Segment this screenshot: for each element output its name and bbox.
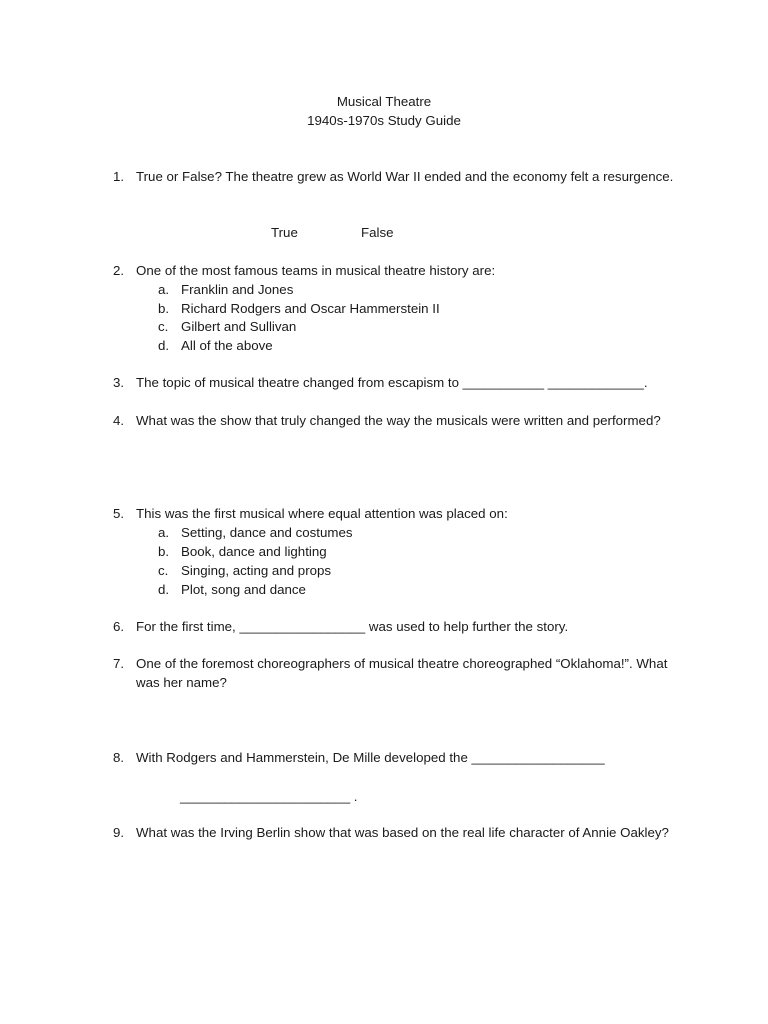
question-text: True or False? The theatre grew as World War II ended and the economy felt a resurgence. xyxy=(136,169,674,184)
question-text: For the first time, _________________ was used to help further the story. xyxy=(136,619,569,634)
option-letter: d. xyxy=(158,338,170,353)
question-number: 6. xyxy=(113,619,125,634)
option-text: Singing, acting and props xyxy=(181,563,332,578)
option-text: Book, dance and lighting xyxy=(181,544,327,559)
question-number: 4. xyxy=(113,413,125,428)
question-number: 3. xyxy=(113,375,125,390)
question-number: 9. xyxy=(113,825,125,840)
question-text: One of the foremost choreographers of musical theatre choreographed “Oklahoma!”. What was her name? xyxy=(136,656,668,690)
question-number: 8. xyxy=(113,750,125,765)
question-text: What was the Irving Berlin show that was based on the real life character of Annie Oakley? xyxy=(136,825,669,840)
option-text: All of the above xyxy=(181,338,273,353)
answer-false: False xyxy=(361,225,394,240)
question-text: This was the first musical where equal attention was placed on: xyxy=(136,506,508,521)
answer-true: True xyxy=(271,225,298,240)
option-text: Richard Rodgers and Oscar Hammerstein II xyxy=(181,301,440,316)
document-subtitle: 1940s-1970s Study Guide xyxy=(307,113,461,128)
question-number: 2. xyxy=(113,263,125,278)
answer-blank-line: _______________________ . xyxy=(180,789,358,804)
option-letter: a. xyxy=(158,282,170,297)
question-number: 5. xyxy=(113,506,125,521)
document-title: Musical Theatre xyxy=(336,94,432,109)
option-text: Franklin and Jones xyxy=(181,282,294,297)
question-number: 7. xyxy=(113,656,125,671)
option-text: Setting, dance and costumes xyxy=(181,525,353,540)
option-letter: c. xyxy=(158,563,169,578)
option-letter: c. xyxy=(158,319,169,334)
option-text: Plot, song and dance xyxy=(181,582,306,597)
question-text: One of the most famous teams in musical theatre history are: xyxy=(136,263,496,278)
option-letter: b. xyxy=(158,544,170,559)
question-text: With Rodgers and Hammerstein, De Mille developed the __________________ xyxy=(136,750,605,765)
question-text: What was the show that truly changed the way the musicals were written and performed? xyxy=(136,413,661,428)
option-letter: a. xyxy=(158,525,170,540)
option-text: Gilbert and Sullivan xyxy=(181,319,297,334)
option-letter: b. xyxy=(158,301,170,316)
option-letter: d. xyxy=(158,582,170,597)
question-number: 1. xyxy=(113,169,125,184)
question-text: The topic of musical theatre changed from escapism to ___________ _____________. xyxy=(136,375,648,390)
